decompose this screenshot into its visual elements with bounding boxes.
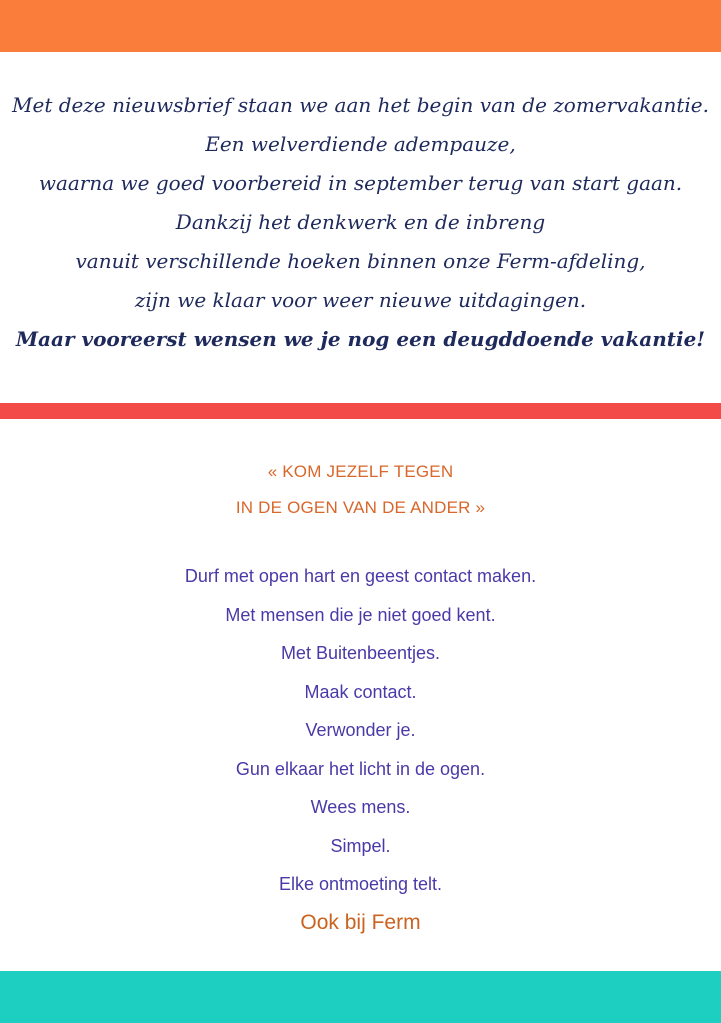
intro-line: vanuit verschillende hoeken binnen onze Ferm-afdeling, (75, 249, 646, 273)
poem-line: Met Buitenbeentjes. (280, 643, 441, 663)
intro-paragraph (0, 86, 721, 359)
bottom-teal-band (0, 971, 721, 1023)
poem-line: Wees mens. (310, 797, 411, 817)
poem-line: Maak contact. (304, 681, 417, 702)
middle-red-divider (0, 403, 721, 419)
quote-line-1: « KOM JEZELF TEGEN (267, 462, 454, 481)
poem-line: Gun elkaar het licht in de ogen. (235, 758, 486, 779)
quote-heading (0, 454, 721, 526)
top-orange-band (0, 0, 721, 52)
intro-line: Dankzij het denkwerk en de inbreng (175, 210, 546, 234)
intro-line: Een welverdiende adempauze, (205, 132, 516, 156)
holiday-wish: Maar vooreerst wensen we je nog een deugddoende vakantie! (15, 327, 706, 351)
poem-line: Simpel. (330, 835, 391, 856)
closing-line: Ook bij Ferm (300, 911, 421, 934)
poem (0, 557, 721, 904)
poem-line: Durf met open hart en geest contact maken. (184, 566, 537, 586)
intro-line: waarna we goed voorbereid in september terug van start gaan. (38, 171, 683, 195)
intro-line: Met deze nieuwsbrief staan we aan het begin van de zomervakantie. (12, 93, 709, 117)
intro-line: zijn we klaar voor weer nieuwe uitdagingen. (134, 288, 587, 312)
poem-line: Verwonder je. (305, 720, 416, 740)
quote-line-2: IN DE OGEN VAN DE ANDER » (235, 498, 486, 517)
poem-line: Elke ontmoeting telt. (278, 874, 443, 894)
poem-line: Met mensen die je niet goed kent. (225, 604, 496, 625)
